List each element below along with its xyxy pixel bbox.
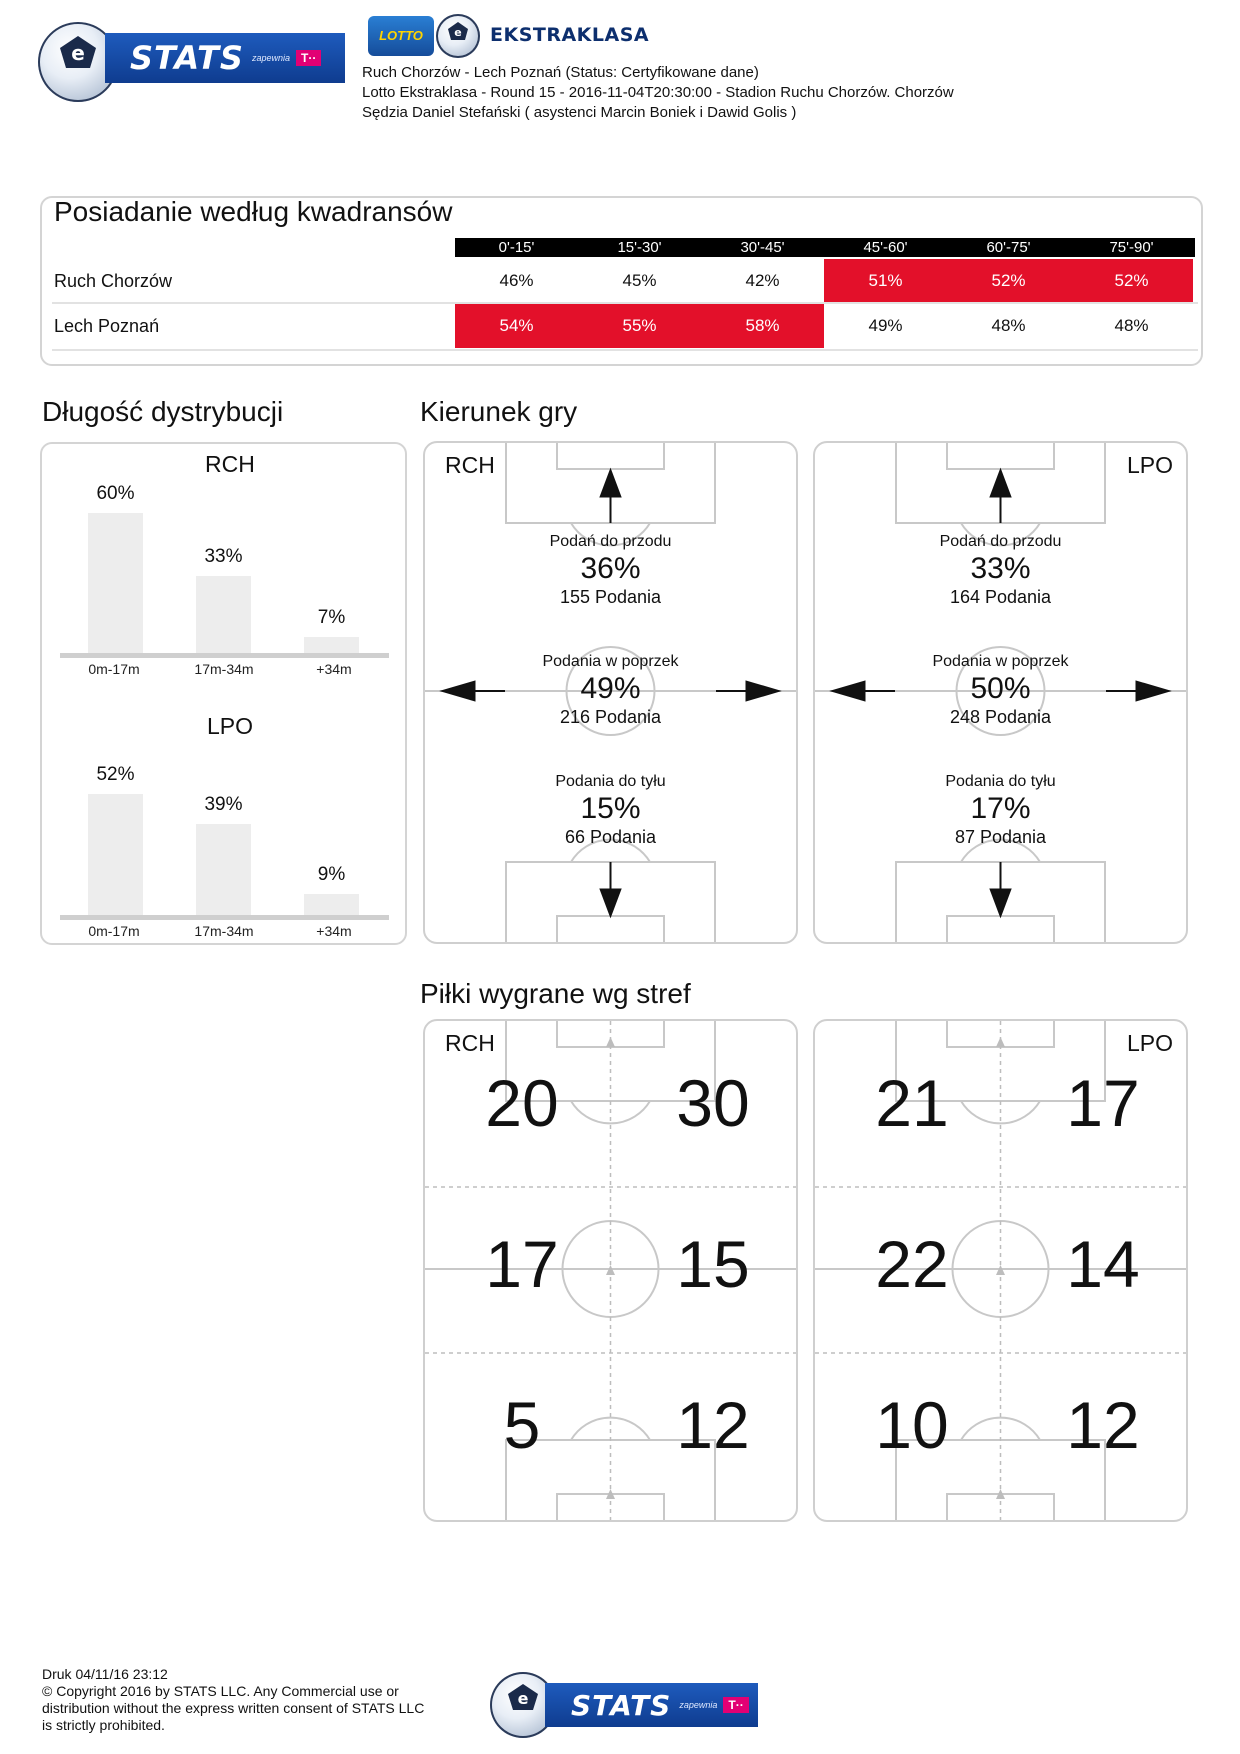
zone-count: 12 — [1066, 1388, 1140, 1462]
row-divider — [52, 349, 1198, 351]
forward-label: Podań do przodu — [939, 533, 1062, 550]
distribution-category: +34m — [316, 661, 352, 677]
stats-logo-text: STATS — [130, 39, 244, 77]
across-passes — [425, 652, 796, 728]
zone-count: 12 — [676, 1388, 750, 1462]
telekom-logo: T·· — [296, 50, 321, 66]
across-percent: 49% — [580, 672, 641, 705]
forward-count: 155 Podania — [559, 587, 662, 607]
distribution-category: 17m-34m — [194, 661, 254, 677]
possession-cell: 48% — [991, 316, 1026, 335]
period-header: 45'-60' — [863, 239, 908, 256]
svg-text:e: e — [454, 26, 462, 39]
distribution-bar — [304, 894, 359, 915]
zones-title: Piłki wygrane wg stref — [420, 978, 691, 1009]
copyright-line: is strictly prohibited. — [42, 1717, 165, 1733]
lotto-logo — [368, 16, 434, 56]
possession-cell: 45% — [622, 271, 657, 290]
ekstraklasa-wordmark: EKSTRAKLASA — [490, 24, 650, 46]
possession-cell: 42% — [745, 271, 780, 290]
zones-pitch-lpo — [813, 1019, 1188, 1522]
pitch-team-code: LPO — [1127, 1030, 1174, 1056]
possession-cell: 46% — [499, 271, 534, 290]
across-count: 248 Podania — [949, 707, 1052, 727]
zone-count: 21 — [875, 1066, 949, 1140]
distribution-category: 17m-34m — [194, 923, 254, 939]
match-title: Ruch Chorzów - Lech Poznań (Status: Certyfikowane dane) — [362, 64, 759, 81]
possession-cell: 55% — [578, 304, 701, 348]
forward-label: Podań do przodu — [549, 533, 672, 550]
distribution-bar — [196, 576, 251, 653]
sponsor-text: zapewnia — [251, 53, 290, 63]
svg-text:e: e — [71, 41, 85, 65]
zone-count: 10 — [875, 1388, 949, 1462]
distribution-bar — [304, 637, 359, 653]
telekom-logo: T·· — [723, 1697, 748, 1713]
distribution-category: 0m-17m — [88, 661, 140, 677]
distribution-bar — [88, 794, 143, 915]
print-date: Druk 04/11/16 23:12 — [42, 1666, 168, 1682]
zone-count: 30 — [676, 1066, 750, 1140]
backward-label: Podania do tyłu — [555, 773, 666, 790]
forward-percent: 33% — [970, 552, 1031, 585]
across-label: Podania w poprzek — [542, 653, 679, 670]
possession-row-rch — [52, 259, 1198, 303]
backward-passes — [425, 772, 796, 848]
distribution-baseline — [60, 653, 389, 658]
copyright-line: distribution without the express written consent of STATS LLC — [42, 1700, 425, 1716]
zone-count: 5 — [503, 1388, 541, 1462]
distribution-bar — [88, 513, 143, 653]
zones-pitch-rch — [423, 1019, 798, 1522]
period-header: 30'-45' — [740, 239, 785, 256]
backward-count: 66 Podania — [564, 827, 657, 847]
pitch-team-code: RCH — [445, 1030, 495, 1056]
sponsor-text: zapewnia — [679, 1700, 718, 1710]
period-header: 60'-75' — [986, 239, 1031, 256]
distribution-baseline — [60, 915, 389, 920]
period-header: 15'-30' — [617, 239, 662, 256]
direction-pitch-lpo — [813, 441, 1188, 944]
svg-text:e: e — [517, 1689, 529, 1708]
match-info: Lotto Ekstraklasa - Round 15 - 2016-11-04T20:30:00 - Stadion Ruchu Chorzów. Chorzów — [362, 84, 954, 101]
across-count: 216 Podania — [559, 707, 662, 727]
zone-count: 17 — [1066, 1066, 1140, 1140]
team-name: Ruch Chorzów — [54, 271, 173, 291]
distribution-team-label: LPO — [207, 713, 254, 739]
backward-percent: 17% — [970, 792, 1031, 825]
distribution-bar — [196, 824, 251, 915]
backward-passes — [815, 772, 1186, 848]
possession-cell: 58% — [701, 304, 824, 348]
possession-row-lpo — [52, 304, 1198, 348]
footer-stats-logo-bar — [545, 1683, 758, 1727]
possession-cell: 48% — [1114, 316, 1149, 335]
zone-count: 17 — [485, 1227, 559, 1301]
possession-cell: 54% — [455, 304, 578, 348]
zone-count: 14 — [1066, 1227, 1140, 1301]
distribution-bar-label: 60% — [96, 483, 135, 504]
across-label: Podania w poprzek — [932, 653, 1069, 670]
possession-title: Posiadanie według kwadransów — [54, 196, 453, 227]
period-header: 75'-90' — [1109, 239, 1154, 256]
forward-percent: 36% — [580, 552, 641, 585]
forward-passes — [425, 532, 796, 608]
lotto-logo-text: LOTTO — [379, 28, 423, 43]
backward-count: 87 Podania — [954, 827, 1047, 847]
zone-count: 15 — [676, 1227, 750, 1301]
across-percent: 50% — [970, 672, 1031, 705]
distribution-title: Długość dystrybucji — [42, 396, 284, 427]
pitch-team-code: RCH — [445, 452, 495, 478]
distribution-category: +34m — [316, 923, 352, 939]
direction-title: Kierunek gry — [420, 396, 578, 427]
backward-percent: 15% — [580, 792, 641, 825]
distribution-bar-label: 39% — [204, 794, 243, 815]
possession-cell: 51% — [824, 259, 947, 303]
distribution-category: 0m-17m — [88, 923, 140, 939]
distribution-bar-label: 9% — [317, 864, 346, 885]
distribution-bar-label: 33% — [204, 546, 243, 567]
referee-info: Sędzia Daniel Stefański ( asystenci Marcin Boniek i Dawid Golis ) — [362, 104, 797, 121]
possession-cell: 49% — [868, 316, 903, 335]
stats-logo-text: STATS — [571, 1688, 672, 1722]
pitch-team-code: LPO — [1127, 452, 1174, 478]
period-header: 0'-15' — [498, 239, 535, 256]
distribution-bar-label: 7% — [317, 606, 346, 628]
distribution-bar-label: 52% — [96, 763, 135, 785]
possession-cell: 52% — [947, 259, 1070, 303]
backward-label: Podania do tyłu — [945, 773, 1056, 790]
possession-cell: 52% — [1070, 259, 1193, 303]
distribution-team-label: RCH — [205, 451, 255, 477]
copyright-line: © Copyright 2016 by STATS LLC. Any Commercial use or — [42, 1683, 399, 1699]
ekstraklasa-small-ball-logo — [436, 14, 480, 58]
team-name: Lech Poznań — [54, 316, 160, 336]
direction-pitch-rch — [423, 441, 798, 944]
forward-count: 164 Podania — [949, 587, 1052, 607]
zone-count: 20 — [485, 1066, 559, 1140]
possession-period-header — [455, 238, 1195, 257]
stats-logo-bar — [105, 33, 345, 83]
forward-passes — [815, 532, 1186, 608]
zone-count: 22 — [875, 1227, 949, 1301]
across-passes — [815, 652, 1186, 728]
